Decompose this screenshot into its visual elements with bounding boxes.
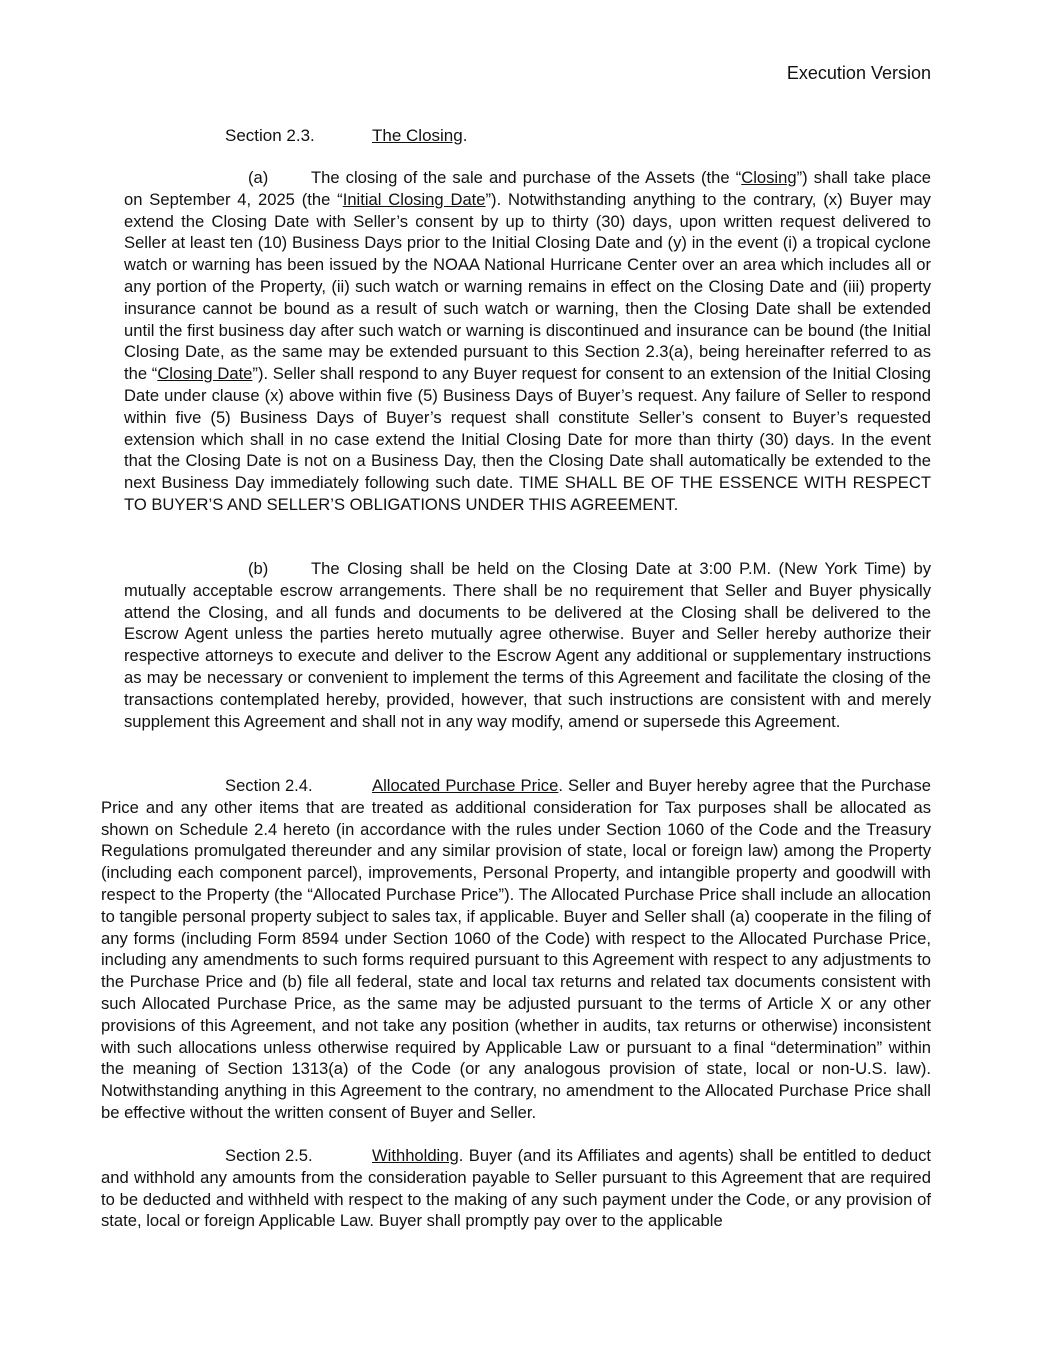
section-2-3-title-suffix: . — [462, 126, 468, 145]
execution-version-label: Execution Version — [786, 63, 931, 83]
section-2-5-number: Section 2.5. — [225, 1146, 313, 1165]
section-2-4-text: . Seller and Buyer hereby agree that the Purchase Price and any other items that are treated as additional consideration for Tax purposes shall be allocated as shown on Schedule 2.4 hereto (in accordance with the rules under Section 1060 of the Code and the Treasury Regulations promulgated thereunder and any similar provision of state, local or foreign law) among the Property (including each component parcel), improvements, Personal Property, and intangible property and goodwill with respect to the Property (the “Allocated Purchase Price”). The Allocated Purchase Price shall include an allocation to tangible personal property subject to sales tax, if applicable. Buyer and Seller shall (a) cooperate in the filing of any forms (including Form 8594 under Section 1060 of the Code) with respect to the Allocated Purchase Price, including any amendments to such forms required pursuant to this Agreement with respect to any adjustments to the Purchase Price and (b) file all federal, state and local tax returns and related tax documents consistent with such Allocated Purchase Price, as the same may be adjusted pursuant to the terms of Article X or any other provisions of this Agreement, and not take any position (whether in audits, tax returns or otherwise) inconsistent with such allocations unless otherwise required by Applicable Law or pursuant to a final “determination” within the meaning of Section 1313(a) of the Code (or any analogous provision of state, local or non-U.S. law). Notwithstanding anything in this Agreement to the contrary, no amendment to the Allocated Purchase Price shall be effective without the written consent of Buyer and Seller. — [101, 776, 931, 1122]
section-2-4-title: Allocated Purchase Price — [372, 776, 559, 795]
section-2-4-number: Section 2.4. — [225, 776, 313, 795]
paragraph-a-text-3: ”). Notwithstanding anything to the contrary, (x) Buyer may extend the Closing Date with Seller’s consent by up to thirty (30) days, upon written request delivered to Seller at least ten (10) Business Days prior to the Initial Closing Date and (y) in the event (i) a tropical cyclone watch or warning has been issued by the NOAA National Hurricane Center over an area which includes all or any portion of the Property, (ii) such watch or warning remains in effect on the Closing Date and (iii) property insurance cannot be bound as a result of such watch or warning, then the Closing Date shall be extended until the first business day after such watch or warning is discontinued and insurance can be bound (the Initial Closing Date, as the same may be extended pursuant to this Section 2.3(a), being hereinafter referred to as the “ — [124, 189, 931, 384]
section-2-3-paragraph-a — [124, 167, 931, 516]
paragraph-a-text-1: The closing of the sale and purchase of the Assets (the “ — [311, 168, 742, 187]
section-2-3-number: Section 2.3. — [225, 126, 315, 145]
defined-term-closing-date: Closing Date — [157, 364, 253, 384]
section-2-5-title: Withholding — [372, 1146, 459, 1165]
paragraph-a-text-4: ”). Seller shall respond to any Buyer request for consent to an extension of the Initial Closing Date under clause (x) above within five (5) Business Days of Buyer’s request. Any failure of Seller to respond within five (5) Business Days of Buyer’s request shall constitute Seller’s consent to Buyer’s requested extension which shall in no case extend the Initial Closing Date for more than thirty (30) days. In the event that the Closing Date is not on a Business Day, then the Closing Date shall automatically be extended to the next Business Day immediately following such date. TIME SHALL BE OF THE ESSENCE WITH RESPECT TO BUYER’S AND SELLER’S OBLIGATIONS UNDER THIS AGREEMENT. — [124, 364, 931, 514]
section-2-3-title: The Closing — [372, 126, 463, 145]
defined-term-closing: Closing — [741, 168, 797, 187]
paragraph-b-label: (b) — [248, 559, 269, 578]
paragraph-a-text-2: ”) shall take place on September 4, 2025 (the “ — [124, 168, 932, 209]
section-2-5-paragraph — [101, 1145, 931, 1232]
defined-term-initial-closing-date: Initial Closing Date — [342, 189, 486, 209]
paragraph-a-label: (a) — [248, 168, 269, 187]
section-2-4-paragraph — [101, 775, 931, 1124]
section-2-3-heading — [225, 125, 467, 147]
section-2-5-text: . Buyer (and its Affiliates and agents) shall be entitled to deduct and withhold any amounts from the consideration payable to Seller pursuant to this Agreement that are required to be deducted and withheld with respect to the making of any such payment under the Code, or any provision of state, local or foreign Applicable Law. Buyer shall promptly pay over to the applicable — [101, 1146, 931, 1231]
paragraph-b-text: The Closing shall be held on the Closing Date at 3:00 P.M. (New York Time) by mutually acceptable escrow arrangements. There shall be no requirement that Seller and Buyer physically attend the Closing, and all funds and documents to be delivered at the Closing shall be delivered to the Escrow Agent unless the parties hereto mutually agree otherwise. Buyer and Seller hereby authorize their respective attorneys to execute and deliver to the Escrow Agent any additional or supplementary instructions as may be necessary or convenient to implement the terms of this Agreement and facilitate the closing of the transactions contemplated hereby, provided, however, that such instructions are consistent with and merely supplement this Agreement and shall not in any way modify, amend or supersede this Agreement. — [124, 559, 931, 731]
section-2-3-paragraph-b — [124, 558, 931, 732]
